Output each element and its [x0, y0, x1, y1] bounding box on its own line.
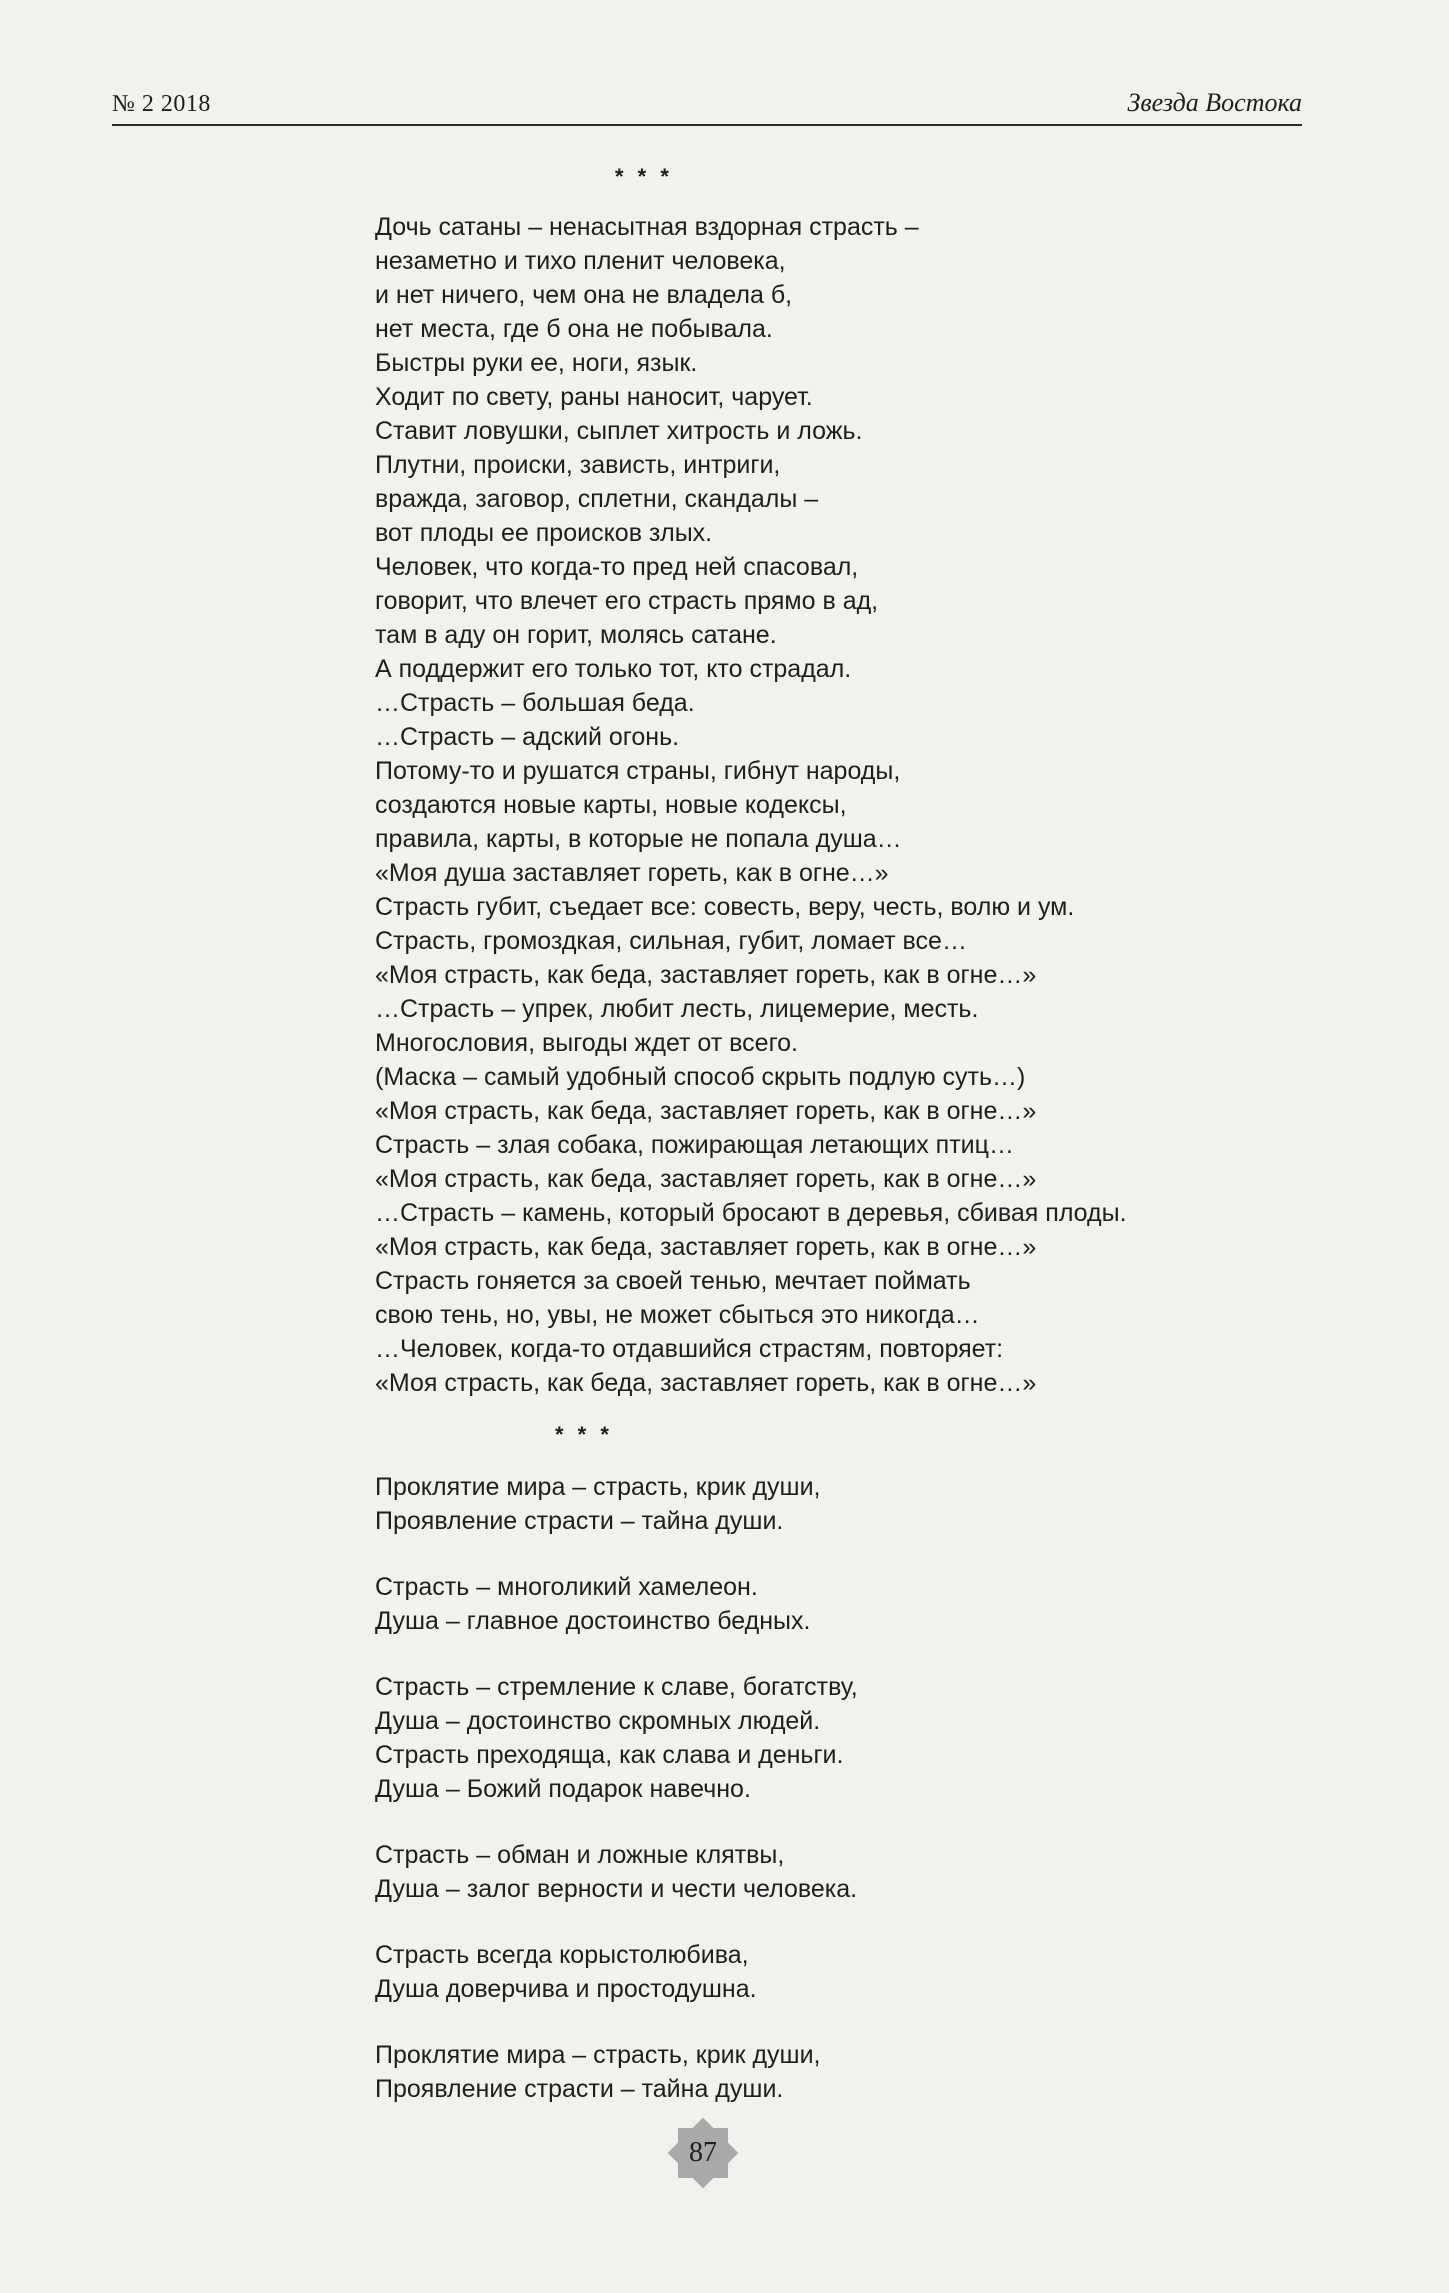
stanza — [375, 1470, 1275, 1538]
page-number-badge — [665, 2115, 741, 2191]
stanza — [375, 2038, 1275, 2106]
page-number: 87 — [689, 2137, 717, 2168]
stanza — [375, 1838, 1275, 1906]
poem-two — [375, 1470, 1275, 2106]
poem-line: Страсть – злая собака, пожирающая летающих птиц… — [375, 1131, 1014, 1159]
poem-line: Душа – залог верности и чести человека. — [375, 1875, 858, 1903]
poem-line: «Моя страсть, как беда, заставляет гореть, как в огне…» — [375, 1097, 1037, 1125]
poem-line: Ходит по свету, раны наносит, чарует. — [375, 383, 813, 411]
poem-line: …Человек, когда-то отдавшийся страстям, повторяет: — [375, 1335, 1004, 1363]
poem-line: Душа – главное достоинство бедных. — [375, 1607, 811, 1635]
poem-line: Быстры руки ее, ноги, язык. — [375, 349, 698, 377]
poem-line: свою тень, но, увы, не может сбыться это никогда… — [375, 1301, 980, 1329]
poem-line: …Страсть – упрек, любит лесть, лицемерие, месть. — [375, 995, 979, 1023]
poem-line: Дочь сатаны – ненасытная вздорная страсть – — [375, 213, 919, 241]
poem-line: «Моя страсть, как беда, заставляет гореть, как в огне…» — [375, 1233, 1037, 1261]
poem-line: «Моя страсть, как беда, заставляет гореть, как в огне…» — [375, 1165, 1037, 1193]
poem-line: Душа – Божий подарок навечно. — [375, 1775, 751, 1803]
poem-line: (Маска – самый удобный способ скрыть подлую суть…) — [375, 1063, 1026, 1091]
poem-line: Душа доверчива и простодушна. — [375, 1975, 757, 2003]
poem-line: правила, карты, в которые не попала душа… — [375, 825, 902, 853]
poem-line: там в аду он горит, молясь сатане. — [375, 621, 777, 649]
poem-line: Проклятие мира – страсть, крик души, — [375, 2041, 821, 2069]
poem-line: Ставит ловушки, сыплет хитрость и ложь. — [375, 417, 863, 445]
poem-line: Проклятие мира – страсть, крик души, — [375, 1473, 821, 1501]
poem-line: нет места, где б она не побывала. — [375, 315, 773, 343]
stanza — [375, 1570, 1275, 1638]
poem-line: А поддержит его только тот, кто страдал. — [375, 655, 852, 683]
poem-line: Страсть всегда корыстолюбива, — [375, 1941, 749, 1969]
section-separator: * * * — [555, 1422, 613, 1447]
poem-line: Страсть преходяща, как слава и деньги. — [375, 1741, 844, 1769]
stanza — [375, 1938, 1275, 2006]
poem-line: Плутни, происки, зависть, интриги, — [375, 451, 781, 479]
poem-line: …Страсть – адский огонь. — [375, 723, 680, 751]
poem-text — [375, 160, 1275, 2138]
poem-line: вот плоды ее происков злых. — [375, 519, 713, 547]
poem-one — [375, 210, 1275, 1400]
poem-line: Душа – достоинство скромных людей. — [375, 1707, 821, 1735]
poem-line: создаются новые карты, новые кодексы, — [375, 791, 847, 819]
poem-line: Страсть гоняется за своей тенью, мечтает поймать — [375, 1267, 971, 1295]
poem-line: «Моя страсть, как беда, заставляет гореть, как в огне…» — [375, 1369, 1037, 1397]
poem-line: незаметно и тихо пленит человека, — [375, 247, 786, 275]
poem-line: …Страсть – большая беда. — [375, 689, 695, 717]
poem-line: Страсть – стремление к славе, богатству, — [375, 1673, 858, 1701]
poem-line: Страсть губит, съедает все: совесть, веру, честь, волю и ум. — [375, 893, 1075, 921]
running-header — [112, 88, 1302, 126]
poem-line: Страсть – обман и ложные клятвы, — [375, 1841, 785, 1869]
poem-line: «Моя страсть, как беда, заставляет гореть, как в огне…» — [375, 961, 1037, 989]
stanza — [375, 1670, 1275, 1806]
poem-line: Человек, что когда-то пред ней спасовал, — [375, 553, 859, 581]
journal-title: Звезда Востока — [1127, 88, 1302, 117]
poem-line: говорит, что влечет его страсть прямо в ад, — [375, 587, 879, 615]
poem-line: …Страсть – камень, который бросают в деревья, сбивая плоды. — [375, 1199, 1127, 1227]
poem-line: и нет ничего, чем она не владела б, — [375, 281, 793, 309]
poem-line: вражда, заговор, сплетни, скандалы – — [375, 485, 819, 513]
issue-number: № 2 2018 — [112, 91, 211, 117]
poem-line: «Моя душа заставляет гореть, как в огне…» — [375, 859, 889, 887]
poem-line: Многословия, выгоды ждет от всего. — [375, 1029, 798, 1057]
section-separator: * * * — [615, 164, 673, 189]
poem-line: Страсть, громоздкая, сильная, губит, ломает все… — [375, 927, 967, 955]
poem-line: Проявление страсти – тайна души. — [375, 2075, 784, 2103]
poem-line: Проявление страсти – тайна души. — [375, 1507, 784, 1535]
poem-line: Потому-то и рушатся страны, гибнут народы, — [375, 757, 901, 785]
poem-line: Страсть – многоликий хамелеон. — [375, 1573, 758, 1601]
